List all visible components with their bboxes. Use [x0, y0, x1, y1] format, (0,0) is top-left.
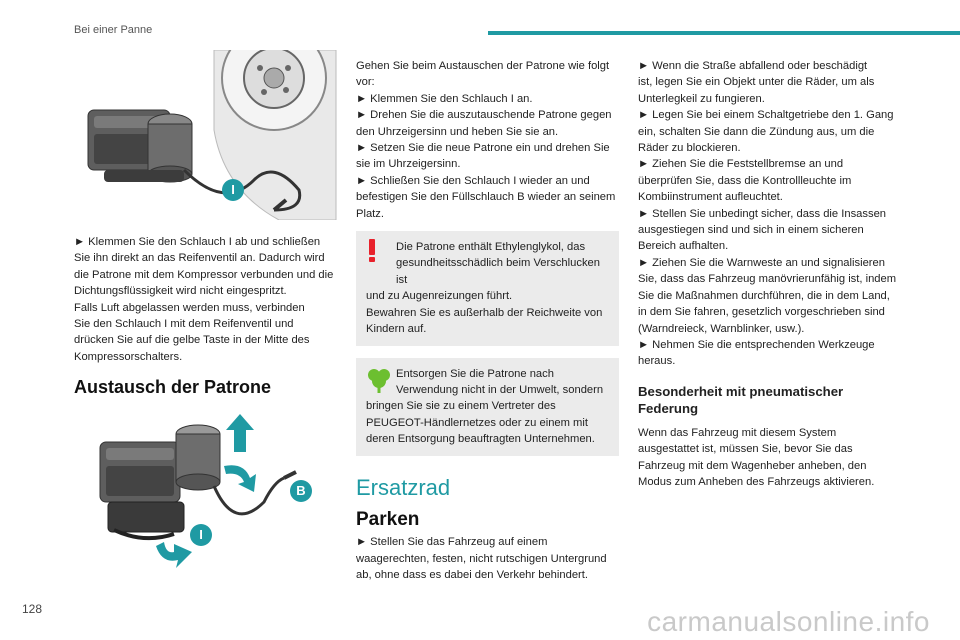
text-line: und zu Augenreizungen führt.	[366, 290, 513, 303]
column-1	[74, 50, 340, 572]
warning-exclamation-icon	[368, 239, 376, 263]
watermark: carmanualsonline.info	[647, 606, 930, 637]
text-line: den Uhrzeigersinn und heben Sie sie an.	[356, 125, 559, 138]
col2-paragraph-2	[356, 534, 619, 583]
text-line: Modus zum Anheben des Fahrzeugs aktivieren.	[638, 475, 875, 488]
text-line: ► Klemmen Sie den Schlauch I an.	[356, 92, 533, 105]
eco-leaf-icon	[366, 366, 392, 394]
text-line: gesundheitsschädlich beim Verschlucken ist	[396, 257, 600, 286]
text-line: ► Legen Sie bei einem Schaltgetriebe den 1. Gang	[638, 109, 894, 122]
text-line: ► Klemmen Sie den Schlauch I ab und schließen	[74, 236, 321, 248]
text-line: die Patrone mit dem Kompressor verbunden und die	[74, 268, 334, 281]
col2-paragraph	[356, 58, 619, 222]
text-line: Sie die Maßnahmen durchführen, die in dem Land,	[638, 289, 890, 302]
text-line: befestigen Sie den Füllschlauch B wieder an seinem	[356, 191, 616, 204]
text-line: ► Drehen Sie die auszutauschende Patrone gegen	[356, 109, 612, 122]
text-line: Bewahren Sie es außerhalb der Reichweite von	[366, 306, 603, 319]
text-line: Wenn das Fahrzeug mit diesem System	[638, 426, 837, 439]
text-line: in dem Sie fahren, gesetzlich vorgeschrieben sind	[638, 306, 885, 319]
hose-marker-i: I	[222, 179, 244, 201]
text-line: Kombiinstrument aufleuchtet.	[638, 191, 783, 204]
text-line: Verwendung nicht in der Umwelt, sondern	[396, 383, 604, 396]
page-number: 128	[22, 602, 43, 616]
text-line: ► Ziehen Sie die Feststellbremse an und	[638, 158, 844, 171]
text-line: Gehen Sie beim Austauschen der Patrone wie folgt	[356, 60, 610, 72]
text-line: PEUGEOT-Händlernetzes oder zu einem mit	[366, 416, 588, 429]
text-line: Kindern auf.	[366, 323, 427, 336]
text-line: deren Entsorgung beauftragten Unternehmen.	[366, 433, 595, 446]
text-line: Platz.	[356, 207, 384, 220]
text-line: überprüfen Sie, dass die Kontrollleuchte im	[638, 174, 852, 187]
text-line: ► Setzen Sie die neue Patrone ein und drehen Sie	[356, 142, 610, 155]
heading-austausch: Austausch der Patrone	[74, 377, 272, 398]
text-line: ► Wenn die Straße abfallend oder beschädigt	[638, 60, 868, 72]
text-line: Fahrzeug mit dem Wagenheber anheben, den	[638, 459, 867, 472]
header-accent-bar	[488, 31, 960, 35]
heading-parken: Parken	[356, 508, 420, 530]
text-line: ausgestattet ist, müssen Sie, bevor Sie das	[638, 443, 853, 456]
section-heading-ersatzrad: Ersatzrad	[356, 474, 451, 500]
eco-box	[356, 358, 619, 456]
text-line: (Warndreieck, Warnblinker, usw.).	[638, 322, 805, 335]
text-line: Sie den Schlauch I mit dem Reifenventil und	[74, 318, 294, 331]
text-line: bringen Sie sie zu einem Vertreter des	[366, 400, 556, 413]
text-line: ► Stellen Sie das Fahrzeug auf einem	[356, 536, 548, 549]
text-line: waagerechten, festen, nicht rutschigen Untergrund	[356, 552, 607, 565]
text-line: Die Patrone enthält Ethylenglykol, das	[396, 241, 586, 254]
text-line: ► Schließen Sie den Schlauch I wieder an und	[356, 174, 590, 187]
text-line: Entsorgen Sie die Patrone nach	[396, 367, 554, 380]
hose-marker-b: B	[290, 480, 312, 502]
hose-marker-i: I	[190, 524, 212, 546]
text-line: Sie ihn direkt an das Reifenventil an. Dadurch wird	[74, 252, 325, 265]
col3-paragraph	[638, 58, 900, 370]
heading-line: Federung	[638, 400, 699, 416]
text-line: ► Nehmen Sie die entsprechenden Werkzeuge	[638, 338, 875, 351]
heading-line: Besonderheit mit pneumatischer	[638, 383, 844, 399]
text-line: Räder zu blockieren.	[638, 142, 741, 155]
text-line: ausgestiegen sind und sich in einem sicheren	[638, 224, 864, 237]
text-line: Dichtungsflüssigkeit wird nicht eingespritzt.	[74, 285, 287, 298]
col3-paragraph-2	[638, 425, 900, 491]
text-line: ein, schalten Sie dann die Zündung aus, um die	[638, 125, 875, 138]
text-line: Bereich aufhalten.	[638, 240, 729, 253]
running-header: Bei einer Panne	[74, 24, 153, 36]
warning-box	[356, 231, 619, 345]
text-line: Kompressorschalters.	[74, 350, 183, 363]
text-line: ► Stellen Sie unbedingt sicher, dass die Insassen	[638, 207, 887, 220]
text-line: Sie, dass das Fahrzeug manövrierunfähig ist, indem	[638, 273, 897, 286]
text-line: heraus.	[638, 355, 676, 368]
heading-besonderheit	[638, 383, 900, 417]
compressor-tyre-illustration	[74, 50, 340, 220]
cartridge-figure	[74, 412, 340, 572]
text-line: drücken Sie auf die gelbe Taste in der Mitte des	[74, 334, 310, 347]
text-line: sie im Uhrzeigersinn.	[356, 158, 461, 171]
column-3	[638, 58, 900, 490]
compressor-tyre-figure	[74, 50, 340, 220]
text-line: Falls Luft abgelassen werden muss, verbinden	[74, 301, 305, 314]
text-line: ► Ziehen Sie die Warnweste an und signalisieren	[638, 256, 885, 269]
column-2	[356, 58, 619, 584]
text-line: ab, ohne dass es dabei den Verkehr behindert.	[356, 569, 588, 582]
text-line: ist, legen Sie ein Objekt unter die Räder, um als	[638, 76, 875, 89]
text-line: vor:	[356, 76, 375, 89]
col1-paragraph	[74, 234, 340, 365]
text-line: Unterlegkeil zu fungieren.	[638, 92, 765, 105]
